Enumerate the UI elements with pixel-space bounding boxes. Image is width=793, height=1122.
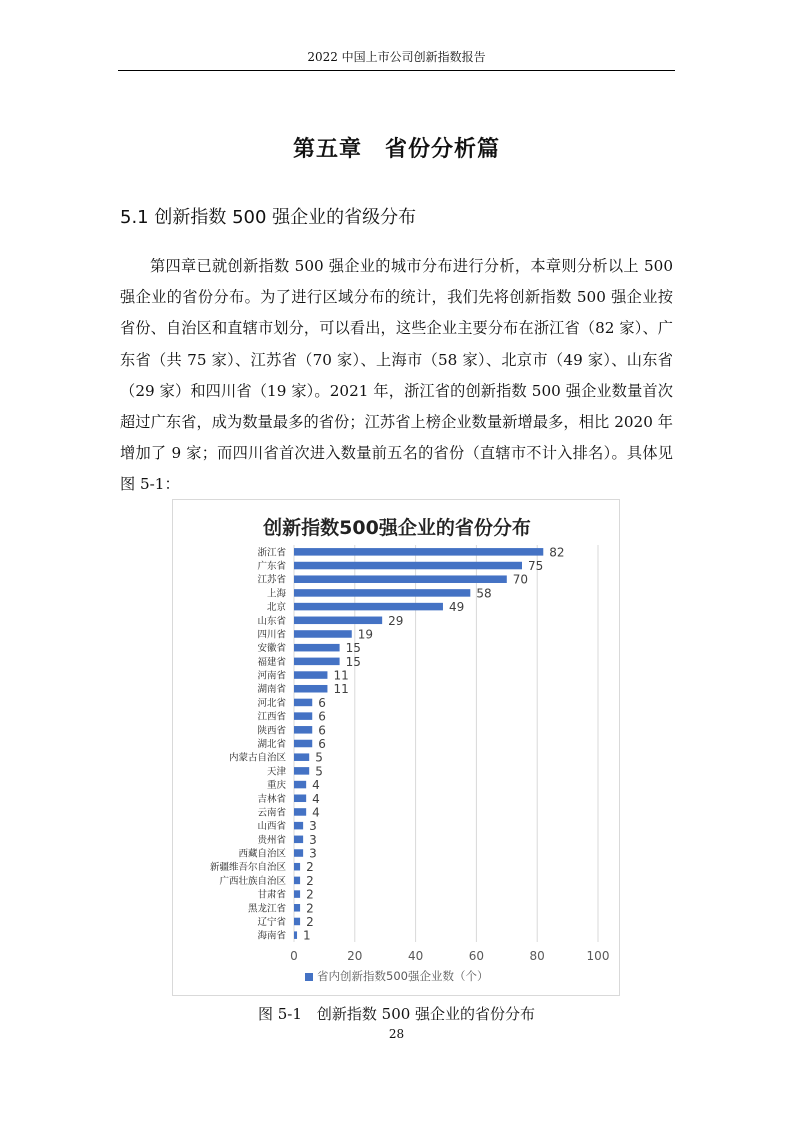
data-label: 3 <box>309 846 317 861</box>
chart-title: 创新指数500强企业的省份分布 <box>263 517 531 539</box>
x-tick-label: 60 <box>468 949 485 963</box>
page-number: 28 <box>388 1027 405 1041</box>
data-label: 11 <box>333 668 349 683</box>
bar <box>294 767 309 775</box>
category-label: 黑龙江省 <box>247 903 286 915</box>
x-tick-label: 100 <box>586 949 610 963</box>
bar <box>294 630 352 638</box>
chart-container <box>172 499 620 996</box>
bar <box>294 918 300 926</box>
data-label: 4 <box>312 805 320 820</box>
bar <box>294 644 340 652</box>
category-label: 河北省 <box>257 697 286 709</box>
bar <box>294 836 303 844</box>
x-tick-label: 40 <box>407 949 424 963</box>
category-label: 陕西省 <box>257 725 286 737</box>
category-label: 江苏省 <box>257 574 286 586</box>
data-label: 6 <box>318 709 326 724</box>
bar <box>294 781 306 789</box>
category-label: 海南省 <box>257 930 286 942</box>
data-label: 3 <box>309 819 317 834</box>
category-label: 山东省 <box>257 615 286 627</box>
bar <box>294 890 300 898</box>
data-label: 15 <box>345 641 361 656</box>
bar <box>294 808 306 816</box>
category-label: 广东省 <box>257 561 286 573</box>
category-label: 甘肃省 <box>257 889 286 901</box>
category-label: 江西省 <box>257 711 286 723</box>
bar <box>294 794 306 802</box>
category-label: 湖南省 <box>257 684 286 696</box>
data-label: 11 <box>333 682 349 697</box>
data-label: 29 <box>388 613 404 628</box>
data-label: 2 <box>306 873 314 888</box>
category-label: 内蒙古自治区 <box>228 752 286 764</box>
x-tick-label: 80 <box>529 949 545 963</box>
category-label: 浙江省 <box>257 547 286 559</box>
bar <box>294 671 327 679</box>
category-label: 广西壮族自治区 <box>219 875 286 887</box>
data-label: 6 <box>318 695 326 710</box>
category-label: 山西省 <box>257 821 286 833</box>
bar <box>294 822 303 830</box>
bar <box>294 548 543 556</box>
data-label: 75 <box>528 559 544 574</box>
bar <box>294 617 382 625</box>
data-label: 70 <box>512 572 529 587</box>
data-label: 49 <box>448 600 465 615</box>
category-label: 北京 <box>266 602 286 614</box>
data-label: 19 <box>357 627 374 642</box>
bar-chart <box>173 500 621 997</box>
bar <box>294 589 470 597</box>
bar <box>294 863 300 871</box>
bar <box>294 562 522 570</box>
chart-legend <box>305 968 488 984</box>
bar <box>294 685 327 693</box>
bar <box>294 726 312 734</box>
bar <box>294 575 507 583</box>
category-label: 湖北省 <box>257 739 286 750</box>
category-label: 贵州省 <box>257 834 286 846</box>
legend-swatch <box>305 973 313 981</box>
bar <box>294 699 312 707</box>
bar <box>294 849 303 857</box>
category-label: 福建省 <box>257 656 286 668</box>
category-label: 云南省 <box>257 807 286 819</box>
legend-label: 省内创新指数500强企业数（个） <box>317 969 489 983</box>
data-label: 82 <box>549 545 565 560</box>
paragraph-text: 第四章已就创新指数 500 强企业的城市分布进行分析，本章则分析以上 500 强企业的省份分布。为了进行区域分布的统计，我们先将创新指数 500 强企业按省份、自治区和直辖市划分，可以看出，这些企业主要分布在浙江省（82 家）、广东省（共 75 家）、江苏省（70 家）、上海市（58 家）、北京市（49 家）、山东省（29 家）和四川省（19 家）。2021 年，浙江省的创新指数 500 强企业数量首次超过广东省，成为数量最多的省份；江苏省上榜企业数量新增最多，相比 2020 年增加了 9 家；而四川省首次进入数量前五名的省份（直辖市不计入排名）。具体见图 5-1： <box>120 257 673 494</box>
data-label: 6 <box>318 737 326 751</box>
bar <box>294 658 340 666</box>
category-label: 河南省 <box>257 670 286 682</box>
data-label: 4 <box>312 778 320 793</box>
data-label: 1 <box>303 928 311 943</box>
x-tick-label: 20 <box>347 949 363 963</box>
body-paragraph <box>120 251 673 501</box>
figure-caption: 图 5-1 创新指数 500 强企业的省份分布 <box>257 1005 536 1023</box>
bar <box>294 931 297 939</box>
category-label: 西藏自治区 <box>238 848 286 860</box>
bar <box>294 603 443 611</box>
data-label: 2 <box>306 901 314 916</box>
bar <box>294 877 300 885</box>
section-title: 5.1 创新指数 500 强企业的省级分布 <box>120 207 417 228</box>
data-label: 2 <box>306 860 314 875</box>
category-label: 重庆 <box>266 780 286 792</box>
data-label: 2 <box>306 887 314 902</box>
bar <box>294 740 312 748</box>
x-tick-label: 0 <box>290 949 298 963</box>
category-label: 安徽省 <box>257 643 286 655</box>
data-label: 5 <box>315 750 323 765</box>
category-label: 吉林省 <box>257 793 286 805</box>
data-label: 6 <box>318 723 326 738</box>
header-divider <box>118 70 675 71</box>
category-label: 上海 <box>266 588 286 600</box>
category-label: 四川省 <box>257 629 286 641</box>
data-label: 2 <box>306 914 314 929</box>
category-label: 天津 <box>266 766 286 778</box>
data-label: 58 <box>476 586 492 601</box>
category-label: 新疆维吾尔自治区 <box>209 862 286 874</box>
running-header: 2022 中国上市公司创新指数报告 <box>307 50 486 64</box>
data-label: 5 <box>315 764 323 779</box>
data-label: 15 <box>345 654 361 669</box>
bar <box>294 753 309 761</box>
bar <box>294 712 312 720</box>
data-label: 4 <box>312 791 320 806</box>
bar <box>294 904 300 912</box>
data-label: 3 <box>309 832 317 847</box>
category-label: 辽宁省 <box>257 916 286 928</box>
chapter-title: 第五章 省份分析篇 <box>292 136 500 162</box>
